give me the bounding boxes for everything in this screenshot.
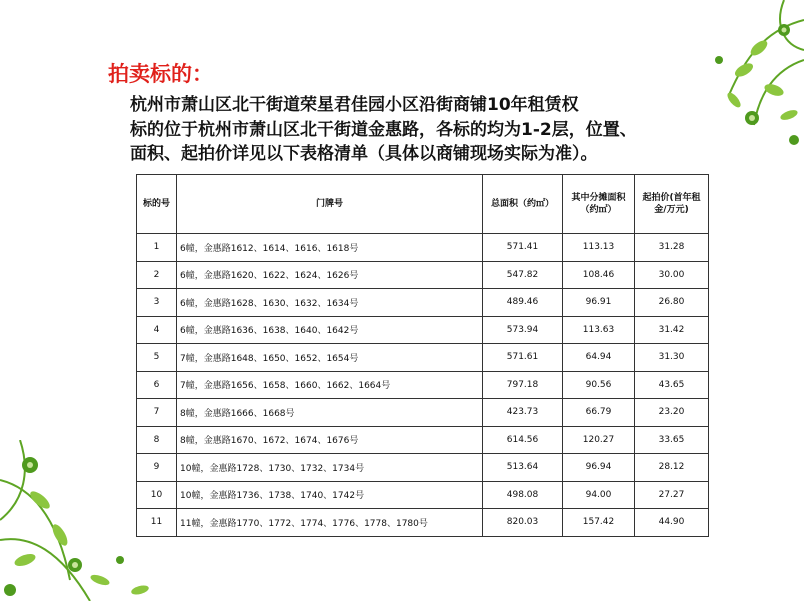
cell-lot-number: 11 xyxy=(137,509,177,537)
cell-total-area: 820.03 xyxy=(483,509,563,537)
cell-lot-number: 1 xyxy=(137,234,177,262)
cell-starting-price: 27.27 xyxy=(635,481,709,509)
cell-lot-number: 10 xyxy=(137,481,177,509)
cell-shared-area: 113.63 xyxy=(563,316,635,344)
cell-address: 11幢，金惠路1770、1772、1774、1776、1778、1780号 xyxy=(177,509,483,537)
header-address: 门牌号 xyxy=(177,175,483,234)
table-row xyxy=(137,454,709,482)
table-row xyxy=(137,344,709,372)
header-total-area: 总面积（约㎡） xyxy=(483,175,563,234)
intro-text xyxy=(130,93,770,167)
cell-address: 6幢，金惠路1612、1614、1616、1618号 xyxy=(177,234,483,262)
cell-starting-price: 44.90 xyxy=(635,509,709,537)
table-row xyxy=(137,481,709,509)
table-row xyxy=(137,399,709,427)
cell-starting-price: 43.65 xyxy=(635,371,709,399)
table-row xyxy=(137,234,709,262)
intro-line-3: 面积、起拍价详见以下表格清单（具体以商铺现场实际为准）。 xyxy=(130,144,598,164)
cell-starting-price: 23.20 xyxy=(635,399,709,427)
cell-total-area: 571.61 xyxy=(483,344,563,372)
cell-total-area: 489.46 xyxy=(483,289,563,317)
header-starting-price: 起拍价(首年租金/万元) xyxy=(635,175,709,234)
cell-starting-price: 31.30 xyxy=(635,344,709,372)
cell-shared-area: 90.56 xyxy=(563,371,635,399)
cell-shared-area: 94.00 xyxy=(563,481,635,509)
cell-starting-price: 28.12 xyxy=(635,454,709,482)
cell-total-area: 423.73 xyxy=(483,399,563,427)
table-row xyxy=(137,316,709,344)
cell-starting-price: 31.42 xyxy=(635,316,709,344)
cell-lot-number: 9 xyxy=(137,454,177,482)
table-body xyxy=(137,234,709,537)
cell-shared-area: 96.94 xyxy=(563,454,635,482)
cell-lot-number: 2 xyxy=(137,261,177,289)
table-row xyxy=(137,426,709,454)
table-row xyxy=(137,371,709,399)
cell-total-area: 614.56 xyxy=(483,426,563,454)
cell-lot-number: 5 xyxy=(137,344,177,372)
listing-table xyxy=(136,174,709,537)
cell-total-area: 797.18 xyxy=(483,371,563,399)
cell-address: 6幢，金惠路1636、1638、1640、1642号 xyxy=(177,316,483,344)
cell-address: 7幢，金惠路1656、1658、1660、1662、1664号 xyxy=(177,371,483,399)
section-title: 拍卖标的： xyxy=(108,62,213,86)
cell-shared-area: 96.91 xyxy=(563,289,635,317)
cell-lot-number: 3 xyxy=(137,289,177,317)
cell-address: 6幢，金惠路1620、1622、1624、1626号 xyxy=(177,261,483,289)
cell-total-area: 573.94 xyxy=(483,316,563,344)
table-row xyxy=(137,289,709,317)
cell-address: 8幢，金惠路1670、1672、1674、1676号 xyxy=(177,426,483,454)
cell-starting-price: 26.80 xyxy=(635,289,709,317)
cell-shared-area: 66.79 xyxy=(563,399,635,427)
header-shared-area: 其中分摊面积（约㎡） xyxy=(563,175,635,234)
cell-shared-area: 120.27 xyxy=(563,426,635,454)
cell-address: 7幢，金惠路1648、1650、1652、1654号 xyxy=(177,344,483,372)
cell-lot-number: 4 xyxy=(137,316,177,344)
cell-total-area: 498.08 xyxy=(483,481,563,509)
cell-address: 10幢，金惠路1728、1730、1732、1734号 xyxy=(177,454,483,482)
cell-shared-area: 64.94 xyxy=(563,344,635,372)
cell-total-area: 571.41 xyxy=(483,234,563,262)
cell-lot-number: 7 xyxy=(137,399,177,427)
cell-starting-price: 30.00 xyxy=(635,261,709,289)
cell-shared-area: 108.46 xyxy=(563,261,635,289)
cell-lot-number: 6 xyxy=(137,371,177,399)
table-row xyxy=(137,509,709,537)
cell-lot-number: 8 xyxy=(137,426,177,454)
header-lot-number: 标的号 xyxy=(137,175,177,234)
cell-shared-area: 113.13 xyxy=(563,234,635,262)
cell-address: 6幢，金惠路1628、1630、1632、1634号 xyxy=(177,289,483,317)
cell-total-area: 513.64 xyxy=(483,454,563,482)
table-row xyxy=(137,261,709,289)
cell-shared-area: 157.42 xyxy=(563,509,635,537)
intro-line-2: 标的位于杭州市萧山区北干街道金惠路，各标的均为1-2层，位置、 xyxy=(130,119,637,140)
intro-line-1: 杭州市萧山区北干街道荣星君佳园小区沿街商铺10年租赁权 xyxy=(130,95,579,115)
cell-total-area: 547.82 xyxy=(483,261,563,289)
cell-address: 8幢，金惠路1666、1668号 xyxy=(177,399,483,427)
table-header-row xyxy=(137,175,709,234)
cell-address: 10幢，金惠路1736、1738、1740、1742号 xyxy=(177,481,483,509)
cell-starting-price: 31.28 xyxy=(635,234,709,262)
cell-starting-price: 33.65 xyxy=(635,426,709,454)
